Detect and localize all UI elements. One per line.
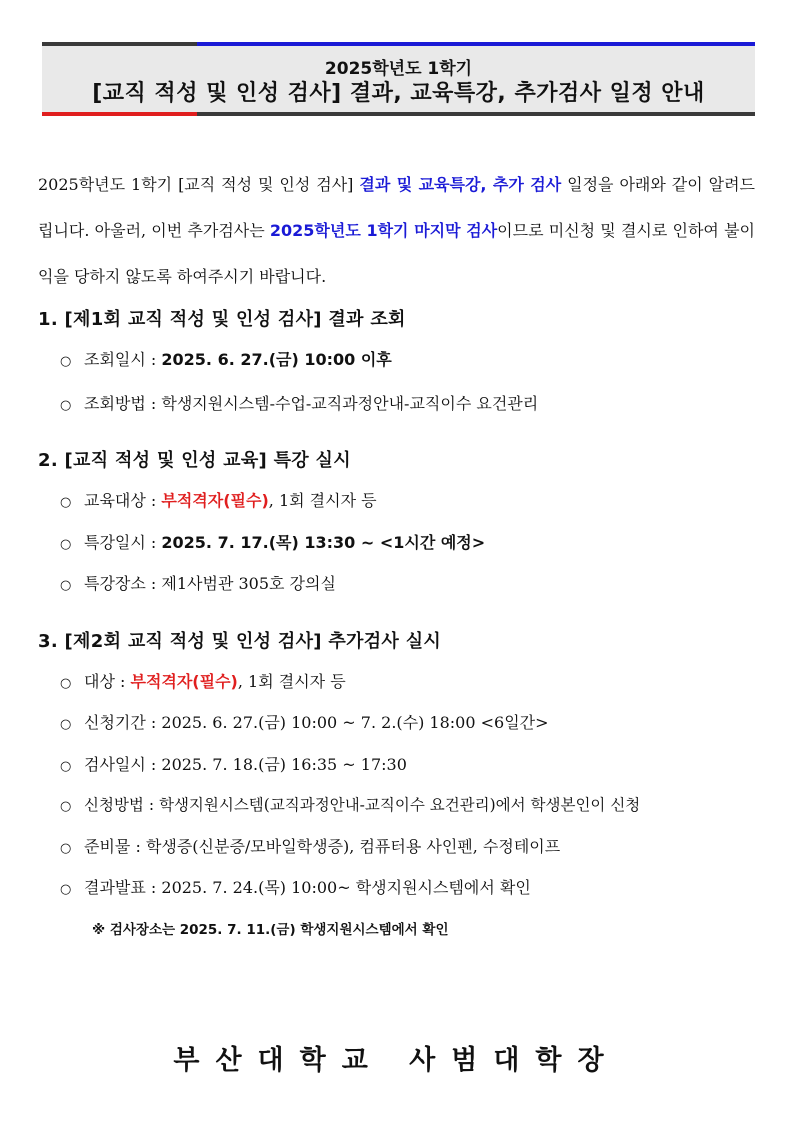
section-2-heading: 2. [교직 적성 및 인성 교육] 특강 실시 <box>38 450 351 471</box>
title-box <box>42 42 755 116</box>
intro-highlight-1: 결과 및 교육특강, 추가 검사 <box>359 175 562 194</box>
signature: 부산대학교 사범대학장 <box>173 1045 620 1076</box>
list-item <box>60 710 549 733</box>
item-label: 특강장소 : <box>84 574 162 593</box>
item-emphasis: 부적격자(필수) <box>130 672 238 691</box>
item-label: 검사일시 : <box>84 755 162 774</box>
section-3-heading: 3. [제2회 교직 적성 및 인성 검사] 추가검사 실시 <box>38 631 442 652</box>
title-year: 2025학년도 1학기 <box>324 59 473 79</box>
list-item <box>60 488 377 511</box>
intro-paragraph <box>38 162 755 300</box>
bullet-icon: ○ <box>60 799 72 814</box>
item-label: 결과발표 : <box>84 878 162 897</box>
title-bar-bottom-red <box>42 112 197 116</box>
document-title: [교직 적성 및 인성 검사] 결과, 교육특강, 추가검사 일정 안내 <box>92 81 705 106</box>
bullet-icon: ○ <box>60 759 72 774</box>
item-label: 대상 : <box>84 672 131 691</box>
bullet-icon: ○ <box>60 841 72 856</box>
item-value: 제1사범관 305호 강의실 <box>161 574 336 593</box>
bullet-icon: ○ <box>60 717 72 732</box>
title-bar-top-blue <box>197 42 755 46</box>
list-item <box>60 571 336 594</box>
item-value: 학생지원시스템(교직과정안내-교직이수 요건관리)에서 학생본인이 신청 <box>158 796 641 814</box>
item-value: , 1회 결시자 등 <box>268 491 377 510</box>
item-value: 2025. 7. 17.(목) 13:30 ~ <1시간 예정> <box>161 533 486 552</box>
list-item <box>60 669 346 692</box>
bullet-icon: ○ <box>60 495 72 510</box>
item-value: 학생증(신분증/모바일학생증), 컴퓨터용 사인펜, 수정테이프 <box>145 837 561 856</box>
list-item <box>60 347 392 370</box>
item-label: 준비물 : <box>84 837 146 856</box>
item-value: 2025. 7. 18.(금) 16:35 ~ 17:30 <box>161 755 407 774</box>
item-label: 특강일시 : <box>84 533 162 552</box>
intro-text-2: 일정을 아래와 같이 알려드립니다. 아울러, 이번 추가검사는 <box>38 175 755 240</box>
intro-highlight-2: 2025학년도 1학기 마지막 검사 <box>269 221 498 240</box>
item-value: 2025. 7. 24.(목) 10:00~ 학생지원시스템에서 확인 <box>161 878 531 897</box>
list-item <box>60 530 485 553</box>
item-label: 교육대상 : <box>84 491 162 510</box>
section-1-heading: 1. [제1회 교직 적성 및 인성 검사] 결과 조회 <box>38 309 406 330</box>
intro-text-1: 2025학년도 1학기 [교직 적성 및 인성 검사] <box>38 175 360 194</box>
title-bar-bottom-dark <box>197 112 755 116</box>
list-item <box>60 391 538 414</box>
item-label: 신청방법 : <box>84 796 159 814</box>
bullet-icon: ○ <box>60 676 72 691</box>
title-bar-top-dark <box>42 42 197 46</box>
bullet-icon: ○ <box>60 882 72 897</box>
bullet-icon: ○ <box>60 578 72 593</box>
item-value: , 1회 결시자 등 <box>237 672 346 691</box>
list-item <box>60 793 640 815</box>
intro-text-3: 이므로 미신청 및 결시로 인하여 불이익을 당하지 않도록 하여주시기 바랍니다. <box>38 221 755 286</box>
item-value: 2025. 6. 27.(금) 10:00 ~ 7. 2.(수) 18:00 <6일간> <box>161 713 549 732</box>
venue-note: ※ 검사장소는 2025. 7. 11.(금) 학생지원시스템에서 확인 <box>92 922 449 938</box>
item-value: 학생지원시스템-수업-교직과정안내-교직이수 요건관리 <box>161 394 539 413</box>
item-value: 2025. 6. 27.(금) 10:00 이후 <box>161 350 392 369</box>
item-label: 신청기간 : <box>84 713 162 732</box>
bullet-icon: ○ <box>60 537 72 552</box>
item-emphasis: 부적격자(필수) <box>161 491 269 510</box>
bullet-icon: ○ <box>60 398 72 413</box>
list-item <box>60 834 560 857</box>
list-item <box>60 875 531 898</box>
item-label: 조회방법 : <box>84 394 162 413</box>
bullet-icon: ○ <box>60 354 72 369</box>
list-item <box>60 752 407 775</box>
item-label: 조회일시 : <box>84 350 162 369</box>
